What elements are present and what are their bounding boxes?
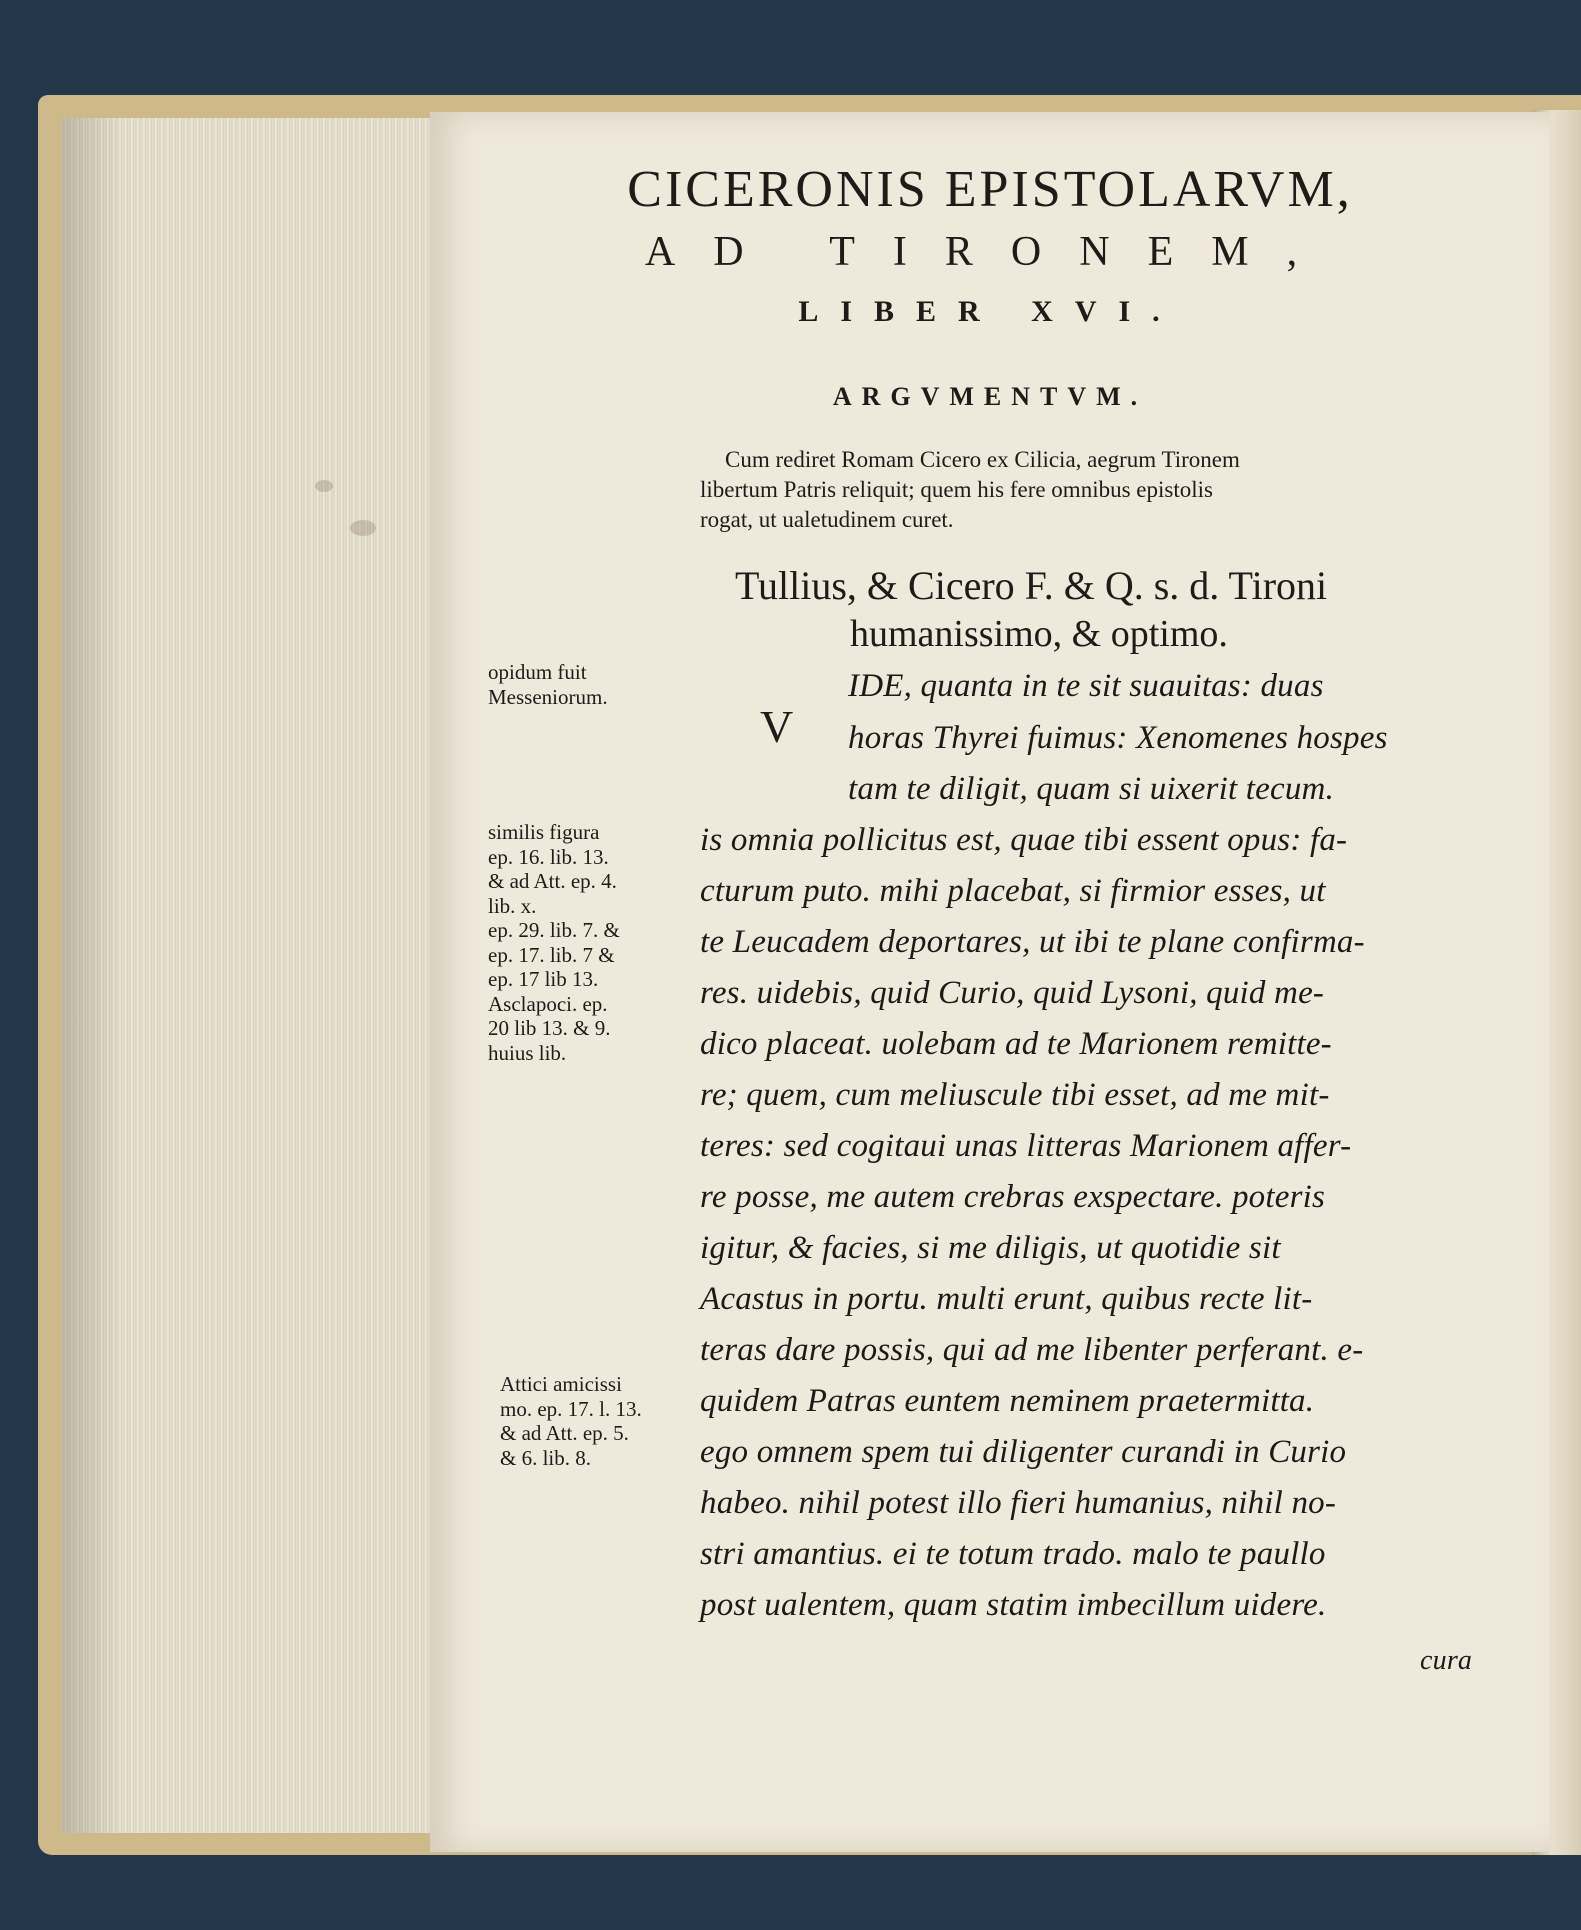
body-line: is omnia pollicitus est, quae tibi essent opus: fa- [700,822,1348,858]
body-line: te Leucadem deportares, ut ibi te plane confirma- [700,924,1365,960]
body-line: teras dare possis, qui ad me libenter perferant. e- [700,1332,1364,1368]
body-line: re; quem, cum meliuscule tibi esset, ad me mit- [700,1077,1330,1113]
drop-cap: V [760,701,794,752]
argumentum-line: rogat, ut ualetudinem curet. [700,507,954,532]
page-stain [315,480,333,492]
margin-note: similis figura ep. 16. lib. 13. & ad Att. ep. 4. lib. x. ep. 29. lib. 7. & ep. 17. lib. 7 & ep. 17 lib 13. Asclapoci. ep. 20 lib 13. & 9. huius lib. [488,820,620,1065]
salutation-line-2: humanissimo, & optimo. [850,613,1228,655]
body-line: ego omnem spem tui diligenter curandi in Curio [700,1434,1347,1470]
body-line: post ualentem, quam statim imbecillum uidere. [700,1587,1327,1623]
body-line: cturum puto. mihi placebat, si firmior esses, ut [700,873,1326,909]
body-line: Acastus in portu. multi erunt, quibus recte lit- [700,1281,1313,1317]
argumentum-line: libertum Patris reliquit; quem his fere omnibus epistolis [700,477,1213,502]
body-line: res. uidebis, quid Curio, quid Lysoni, quid me- [700,975,1325,1011]
body-line: igitur, & facies, si me diligis, ut quotidie sit [700,1230,1281,1266]
catchword: cura [1420,1645,1473,1676]
margin-note: Attici amicissi mo. ep. 17. l. 13. & ad Att. ep. 5. & 6. lib. 8. [500,1372,642,1470]
body-line: horas Thyrei fuimus: Xenomenes hospes [848,720,1388,756]
title-line-1: CICERONIS EPISTOLARVM, [627,161,1353,218]
body-line: re posse, me autem crebras exspectare. poteris [700,1179,1326,1215]
page-edges [62,118,432,1833]
margin-note: opidum fuit Messeniorum. [488,660,608,709]
body-line: quidem Patras euntem neminem praetermitta. [700,1383,1315,1419]
body-line: dico placeat. uolebam ad te Marionem remitte- [700,1026,1332,1062]
title-line-3: LIBER XVI. [798,295,1182,328]
salutation-line-1: Tullius, & Cicero F. & Q. s. d. Tironi [735,563,1328,608]
body-line: teres: sed cogitaui unas litteras Marionem affer- [700,1128,1352,1164]
argumentum-line: Cum rediret Romam Cicero ex Cilicia, aegrum Tironem [725,447,1240,472]
body-line: habeo. nihil potest illo fieri humanius, nihil no- [700,1485,1337,1521]
argumentum-title: ARGVMENTVM. [832,382,1148,411]
body-line: stri amantius. ei te totum trado. malo te paullo [700,1536,1326,1572]
body-line: IDE, quanta in te sit suauitas: duas [848,668,1324,704]
title-line-2: AD TIRONEM, [644,229,1336,275]
page-stain [350,520,376,536]
body-line: tam te diligit, quam si uixerit tecum. [848,771,1335,807]
